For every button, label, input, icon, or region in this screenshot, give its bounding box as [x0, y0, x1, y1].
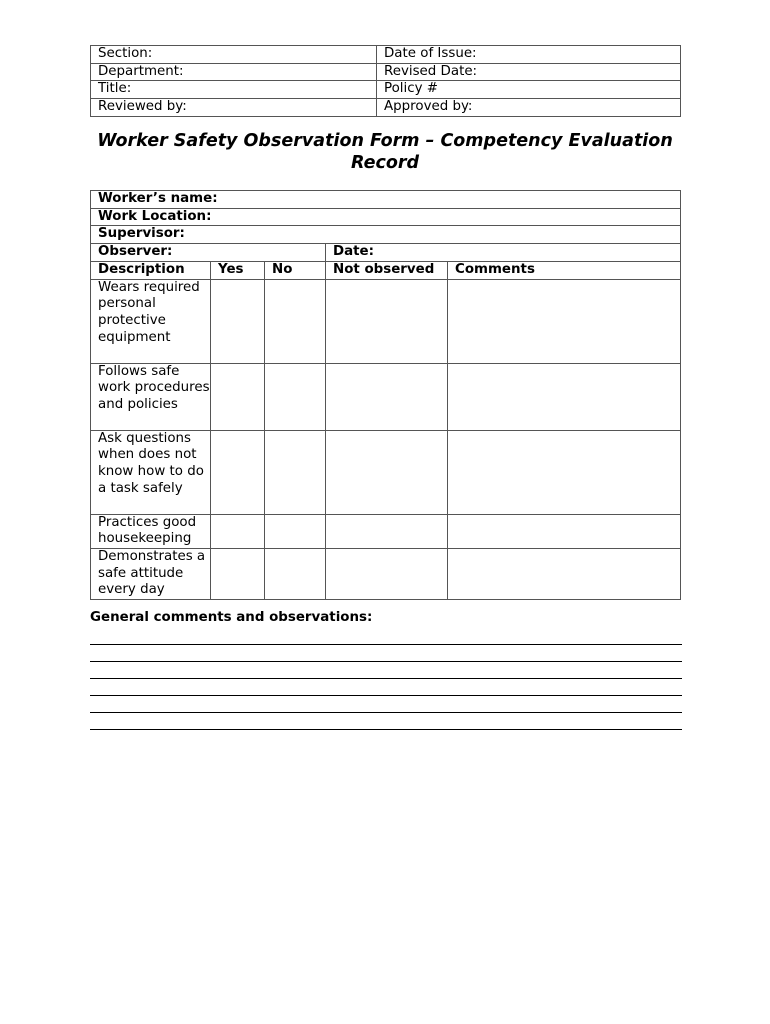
comment-line[interactable]: [90, 628, 682, 645]
title-field[interactable]: Title:: [91, 81, 377, 99]
worker-name-field[interactable]: Worker’s name:: [91, 191, 681, 209]
date-field[interactable]: Date:: [326, 244, 681, 262]
comments-cell[interactable]: [448, 548, 681, 599]
not-observed-cell[interactable]: [326, 363, 448, 430]
not-observed-cell[interactable]: [326, 548, 448, 599]
observation-table: [90, 190, 681, 600]
no-cell[interactable]: [265, 514, 326, 548]
table-row: [91, 279, 681, 363]
general-comments-label: General comments and observations:: [90, 610, 373, 625]
comment-line[interactable]: [90, 645, 682, 662]
item-description: Ask questions when does not know how to do a task safely: [91, 430, 211, 514]
comment-line[interactable]: [90, 662, 682, 679]
comment-line[interactable]: [90, 696, 682, 713]
item-description: Demonstrates a safe attitude every day: [91, 548, 211, 599]
not-observed-cell[interactable]: [326, 430, 448, 514]
col-comments: Comments: [448, 261, 681, 279]
table-row: [91, 363, 681, 430]
table-row: [91, 548, 681, 599]
date-of-issue-field[interactable]: Date of Issue:: [377, 46, 681, 64]
col-not-observed: Not observed: [326, 261, 448, 279]
section-field[interactable]: Section:: [91, 46, 377, 64]
department-field[interactable]: Department:: [91, 63, 377, 81]
item-description: Practices good housekeeping: [91, 514, 211, 548]
yes-cell[interactable]: [211, 430, 265, 514]
policy-field[interactable]: Policy #: [377, 81, 681, 99]
col-no: No: [265, 261, 326, 279]
item-description: Wears required personal protective equipment: [91, 279, 211, 363]
no-cell[interactable]: [265, 548, 326, 599]
comment-line[interactable]: [90, 713, 682, 730]
comments-cell[interactable]: [448, 363, 681, 430]
col-description: Description: [91, 261, 211, 279]
not-observed-cell[interactable]: [326, 514, 448, 548]
col-yes: Yes: [211, 261, 265, 279]
comment-line[interactable]: [90, 679, 682, 696]
yes-cell[interactable]: [211, 279, 265, 363]
no-cell[interactable]: [265, 430, 326, 514]
observer-field[interactable]: Observer:: [91, 244, 326, 262]
comments-cell[interactable]: [448, 279, 681, 363]
general-comments-lines: [90, 628, 682, 730]
comments-cell[interactable]: [448, 430, 681, 514]
no-cell[interactable]: [265, 279, 326, 363]
table-row: [91, 430, 681, 514]
document-header-table: [90, 45, 681, 117]
reviewed-by-field[interactable]: Reviewed by:: [91, 99, 377, 117]
item-description: Follows safe work procedures and policies: [91, 363, 211, 430]
not-observed-cell[interactable]: [326, 279, 448, 363]
yes-cell[interactable]: [211, 548, 265, 599]
yes-cell[interactable]: [211, 363, 265, 430]
approved-by-field[interactable]: Approved by:: [377, 99, 681, 117]
yes-cell[interactable]: [211, 514, 265, 548]
work-location-field[interactable]: Work Location:: [91, 208, 681, 226]
form-title: Worker Safety Observation Form – Competency Evaluation Record: [97, 131, 673, 173]
no-cell[interactable]: [265, 363, 326, 430]
supervisor-field[interactable]: Supervisor:: [91, 226, 681, 244]
comments-cell[interactable]: [448, 514, 681, 548]
table-row: [91, 514, 681, 548]
revised-date-field[interactable]: Revised Date:: [377, 63, 681, 81]
